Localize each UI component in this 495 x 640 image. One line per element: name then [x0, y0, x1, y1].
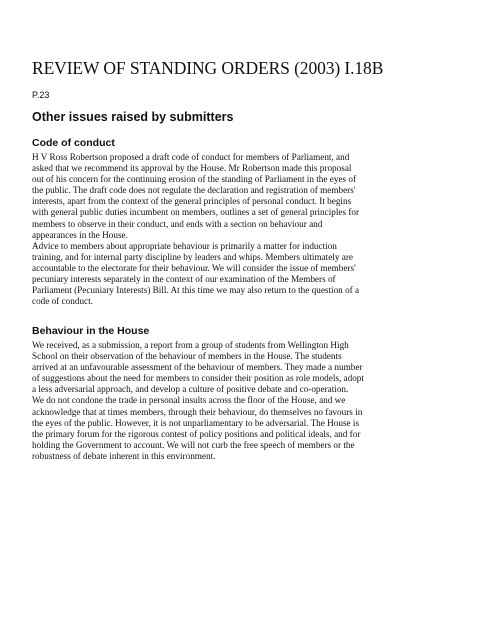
behaviour-heading: Behaviour in the House — [32, 325, 150, 337]
paragraph-line: training, and for internal party discipline by leaders and whips. Members ultimately are — [32, 251, 353, 262]
paragraph-line: code of conduct. — [32, 296, 93, 307]
paragraph-line: arrived at an unfavourable assessment of the behaviour of members. They made a number — [32, 362, 363, 373]
paragraph-line: the primary forum for the rigorous contest of policy positions and political ideals, and for — [32, 428, 361, 439]
paragraph-line: appearances in the House. — [32, 229, 128, 240]
paragraph-line: a less adversarial approach, and develop a culture of positive debate and co-operation. — [32, 384, 349, 395]
paragraph-line: holding the Government to account. We will not curb the free speech of members or the — [32, 439, 355, 450]
paragraph-line: H V Ross Robertson proposed a draft code of conduct for members of Parliament, and — [32, 152, 350, 162]
paragraph-line: members to observe in their conduct, and ends with a section on behaviour and — [32, 218, 323, 229]
paragraph-line: robustness of debate inherent in this environment. — [32, 450, 216, 461]
code-of-conduct-body — [32, 152, 472, 307]
paragraph-line: School on their observation of the behaviour of members in the House. The students — [32, 351, 342, 362]
paragraph-line: out of his concern for the continuing erosion of the standing of Parliament in the eyes of — [32, 174, 357, 185]
paragraph-line: with general public duties incumbent on members, outlines a set of general principles for — [32, 207, 360, 218]
document-title: REVIEW OF STANDING ORDERS (2003) I.18B — [32, 58, 384, 78]
page-number: P.23 — [32, 90, 50, 100]
paragraph-line: Parliament (Pecuniary Interests) Bill. At this time we may also return to the question of a — [32, 285, 360, 296]
paragraph-line: the public. The draft code does not regulate the declaration and registration of members' — [32, 185, 356, 196]
paragraph-line: We received, as a submission, a report from a group of students from Wellington High — [32, 340, 349, 350]
paragraph-line: Advice to members about appropriate behaviour is primarily a matter for induction — [32, 240, 337, 251]
paragraph-line: acknowledge that at times members, through their behaviour, do themselves no favours in — [32, 406, 363, 417]
paragraph-line: We do not condone the trade in personal insults across the floor of the House, and we — [32, 395, 346, 406]
code-of-conduct-heading: Code of conduct — [32, 137, 115, 149]
paragraph-line: interests, apart from the context of the general principles of personal conduct. It begins — [32, 196, 352, 207]
paragraph-line: of suggestions about the need for members to consider their position as role models, adopt — [32, 373, 364, 384]
paragraph-line: the eyes of the public. However, it is not unparliamentary to be adversarial. The House is — [32, 417, 360, 428]
paragraph-line: accountable to the electorate for their behaviour. We will consider the issue of members' — [32, 262, 356, 273]
paragraph-line: asked that we recommend its approval by the House. Mr Robertson made this proposal — [32, 163, 352, 174]
behaviour-body — [32, 340, 472, 462]
paragraph-line: pecuniary interests separately in the context of our examination of the Members of — [32, 274, 336, 285]
section-heading: Other issues raised by submitters — [32, 110, 234, 124]
